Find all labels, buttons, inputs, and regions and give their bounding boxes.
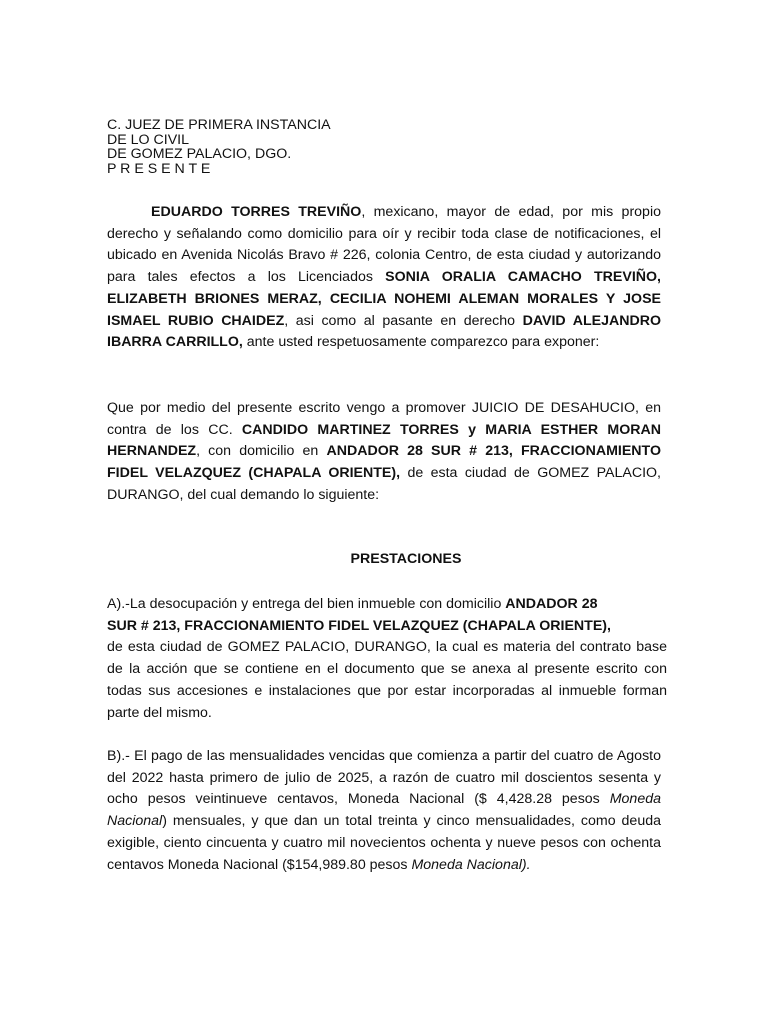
section-title: PRESTACIONES (350, 551, 462, 567)
item-a-paragraph (107, 594, 667, 724)
intro-text-1: , mexicano, mayor de edad, por mis propio derecho y señalando como domicilio para oír y recibir toda clase de notificaciones, el ubicado en Avenida Nicolás Bravo # 226, colonia Centro, de esta ciudad y autorizando para tales efectos a los Licenciados (107, 204, 661, 286)
lawyers-names: SONIA ORALIA CAMACHO TREVIÑO, ELIZABETH BRIONES MERAZ, CECILIA NOHEMI ALEMAN MORALES Y JOSE ISMAEL RUBIO CHAIDEZ (107, 269, 661, 329)
defendants-names: CANDIDO MARTINEZ TORRES y MARIA ESTHER MORAN HERNANDEZ (107, 421, 661, 460)
addressee-block (107, 118, 331, 176)
intro-text-2: , asi como al pasante en derecho (284, 312, 523, 329)
item-a-address-2: SUR # 213, FRACCIONAMIENTO FIDEL VELAZQUEZ (CHAPALA ORIENTE), (107, 617, 611, 634)
addressee-line-4: P R E S E N T E (107, 160, 211, 177)
promotion-text-3: de esta ciudad de GOMEZ PALACIO, DURANGO, del cual demando lo siguiente: (107, 465, 661, 503)
defendants-address: ANDADOR 28 SUR # 213, FRACCIONAMIENTO FIDEL VELAZQUEZ (CHAPALA ORIENTE), (107, 443, 661, 482)
item-b-text-2: ) mensuales, y que dan un total treinta y cinco mensualidades, como deuda exigible, ciento cincuenta y cuatro mil novecientos ochenta y nueve pesos con ochenta centavos Moneda Nacional ($154,989.80 pesos (107, 813, 661, 873)
item-b-italic-1: Moneda Nacional (107, 791, 661, 830)
item-a-text-2: de esta ciudad de GOMEZ PALACIO, DURANGO, la cual es materia del contrato base de la acción que se contiene en el documento que se anexa al presente escrito con todas sus accesiones e instalaciones que por estar incorporadas al inmueble forman parte del mismo. (107, 639, 667, 721)
intern-name: DAVID ALEJANDRO IBARRA CARRILLO, (107, 312, 661, 351)
promotion-text-1: Que por medio del presente escrito vengo a promover JUICIO DE DESAHUCIO, en contra de los CC. (107, 400, 661, 438)
item-a-text-1: A).-La desocupación y entrega del bien inmueble con domicilio (107, 596, 506, 612)
item-b-text-1: B).- El pago de las mensualidades vencidas que comienza a partir del cuatro de Agosto del 2022 hasta primero de julio de 2025, a razón de cuatro mil doscientos sesenta y ocho pesos veintinueve centavos, Moneda Nacional ($ 4,428.28 pesos (107, 748, 661, 808)
item-a-address-1: ANDADOR 28 (505, 596, 598, 612)
item-b-paragraph (107, 746, 661, 876)
promotion-text-2: , con domicilio en (196, 443, 327, 460)
addressee-line-2: DE LO CIVIL (107, 131, 190, 148)
promotion-paragraph (107, 398, 661, 507)
plaintiff-name: EDUARDO TORRES TREVIÑO (151, 204, 362, 220)
intro-text-3: ante usted respetuosamente comparezco para exponer: (242, 334, 600, 351)
intro-paragraph (107, 202, 661, 354)
item-b-italic-2: Moneda Nacional). (411, 856, 531, 873)
addressee-line-1: C. JUEZ DE PRIMERA INSTANCIA (107, 117, 331, 133)
addressee-line-3: DE GOMEZ PALACIO, DGO. (107, 146, 292, 163)
